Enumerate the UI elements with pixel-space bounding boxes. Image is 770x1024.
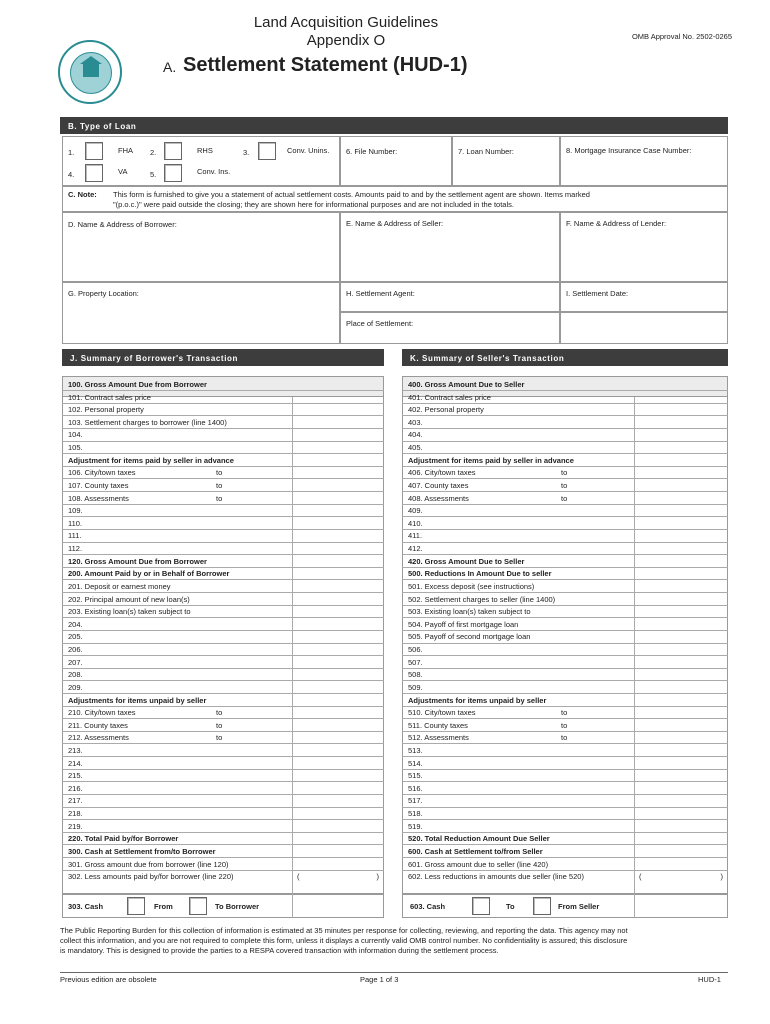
borrower-row-label: 207. bbox=[68, 657, 83, 667]
doc-line-2: Appendix O bbox=[306, 32, 386, 49]
property-label: G. Property Location: bbox=[68, 289, 139, 298]
borrower-row-line bbox=[62, 693, 384, 694]
seller-row-label: 406. City/town taxes bbox=[408, 468, 476, 478]
note-text-1: This form is furnished to give you a statement of actual settlement costs. Amounts paid to and by the settlement agent are shown. Items marked bbox=[113, 190, 590, 199]
seller-amount-field[interactable] bbox=[635, 391, 727, 403]
borrower-row-line bbox=[62, 832, 384, 833]
seller-amount-field[interactable] bbox=[635, 820, 727, 832]
borrower-to-label: to bbox=[216, 720, 223, 730]
borrower-row-label: 100. Gross Amount Due from Borrower bbox=[68, 380, 207, 389]
place-label: Place of Settlement: bbox=[346, 319, 414, 328]
seller-row-label: 515. bbox=[408, 771, 423, 781]
borrower-row-line bbox=[62, 554, 384, 555]
borrower-amount-field[interactable] bbox=[293, 416, 383, 428]
borrower-row-label: 211. County taxes bbox=[68, 720, 128, 730]
borrower-amount-field[interactable] bbox=[293, 719, 383, 731]
seller-row-label: 512. Assessments bbox=[408, 733, 469, 743]
footer-form-id: HUD-1 bbox=[698, 975, 721, 984]
seller-row-label: Adjustments for items unpaid by seller bbox=[408, 695, 547, 705]
footer-rule bbox=[60, 972, 728, 973]
close-paren: ) bbox=[376, 872, 379, 882]
borrower-row-label: 110. bbox=[68, 518, 83, 528]
checkbox-cash-from-seller[interactable] bbox=[533, 897, 551, 915]
borrower-to-label: to bbox=[216, 493, 223, 503]
seller-amount-field[interactable] bbox=[635, 529, 727, 541]
seller-amount-field[interactable] bbox=[635, 441, 727, 453]
note-text-2: "(p.o.c.)" were paid outside the closing; they are shown here for informational purposes and are not included in the totals. bbox=[113, 200, 514, 209]
seller-amount-field[interactable] bbox=[635, 706, 727, 718]
seller-amount-field[interactable] bbox=[635, 643, 727, 655]
seller-row-label: 404. bbox=[408, 430, 423, 440]
borrower-row-label: 214. bbox=[68, 758, 83, 768]
title-prefix: A. bbox=[163, 59, 177, 75]
seller-row-label: 507. bbox=[408, 657, 423, 667]
opt-2-label: RHS bbox=[197, 146, 213, 155]
mortgage-case-label: 8. Mortgage Insurance Case Number: bbox=[566, 146, 692, 155]
seller-row-line bbox=[402, 844, 728, 845]
open-paren: ( bbox=[297, 872, 300, 882]
opt-1-num: 1. bbox=[68, 148, 75, 157]
borrower-amount-field[interactable] bbox=[293, 681, 383, 693]
seller-amount-field[interactable] bbox=[635, 782, 727, 794]
borrower-amount-field[interactable] bbox=[293, 466, 383, 478]
close-paren: ) bbox=[720, 872, 723, 882]
seal-house-icon bbox=[70, 52, 112, 94]
borrower-row-label: 104. bbox=[68, 430, 83, 440]
burden-line-1: The Public Reporting Burden for this collection of information is estimated at 35 minutes per response for collecting, reviewing, and reporting the data. This agency may not bbox=[60, 926, 628, 935]
borrower-row-label: 217. bbox=[68, 796, 83, 806]
borrower-amount-field[interactable] bbox=[293, 517, 383, 529]
borrower-amount-field[interactable] bbox=[293, 504, 383, 516]
burden-line-2: collect this information, and you are not required to complete this form, unless it displays a currently valid OMB control number. No confidentiality is assured; this disclosure bbox=[60, 936, 628, 945]
borrower-row-label: 108. Assessments bbox=[68, 493, 129, 503]
seller-from-label: From Seller bbox=[558, 902, 600, 911]
borrower-row-line bbox=[62, 567, 384, 568]
borrower-row-label: 203. Existing loan(s) taken subject to bbox=[68, 607, 191, 617]
borrower-row-line bbox=[62, 453, 384, 454]
seller-amount-field[interactable] bbox=[635, 593, 727, 605]
footer-page-number: Page 1 of 3 bbox=[360, 975, 399, 984]
borrower-amount-field[interactable] bbox=[293, 643, 383, 655]
borrower-amount-field[interactable] bbox=[293, 492, 383, 504]
borrower-row-label: 103. Settlement charges to borrower (line 1400) bbox=[68, 417, 227, 427]
borrower-to-label: to bbox=[216, 708, 223, 718]
seller-amount-field[interactable] bbox=[635, 719, 727, 731]
borrower-amount-field[interactable] bbox=[293, 479, 383, 491]
borrower-to-label: To Borrower bbox=[215, 902, 260, 911]
seller-row-label: 420. Gross Amount Due to Seller bbox=[408, 556, 525, 566]
checkbox-cash-to-borrower[interactable] bbox=[189, 897, 207, 915]
footer-left: Previous edition are obsolete bbox=[60, 975, 157, 984]
place-extra-field bbox=[560, 312, 728, 344]
borrower-row-label: 219. bbox=[68, 821, 83, 831]
seller-row-label: 503. Existing loan(s) taken subject to bbox=[408, 607, 531, 617]
borrower-amount-field[interactable] bbox=[293, 618, 383, 630]
borrower-row-label: 112. bbox=[68, 544, 83, 554]
borrower-amount-field[interactable] bbox=[293, 441, 383, 453]
hud-seal-logo bbox=[58, 40, 122, 104]
borrower-amount-field[interactable] bbox=[293, 403, 383, 415]
borrower-to-label: to bbox=[216, 468, 223, 478]
seller-amount-field[interactable] bbox=[635, 858, 727, 870]
seller-amount-field[interactable] bbox=[635, 605, 727, 617]
opt-4-num: 4. bbox=[68, 170, 75, 179]
seller-row-label: 601. Gross amount due to seller (line 420) bbox=[408, 859, 549, 869]
seller-row-label: 517. bbox=[408, 796, 423, 806]
borrower-amount-field[interactable] bbox=[293, 580, 383, 592]
seller-row-label: 600. Cash at Settlement to/from Seller bbox=[408, 846, 543, 856]
seller-row-label: 506. bbox=[408, 645, 423, 655]
borrower-amount-field[interactable] bbox=[293, 794, 383, 806]
seller-row-label: 501. Excess deposit (see instructions) bbox=[408, 581, 535, 591]
borrower-amount-field[interactable] bbox=[293, 668, 383, 680]
seller-row-label: 500. Reductions In Amount Due to seller bbox=[408, 569, 552, 579]
seller-row-line bbox=[402, 554, 728, 555]
borrower-row-label: Adjustments for items unpaid by seller bbox=[68, 695, 207, 705]
checkbox-rhs[interactable] bbox=[164, 142, 182, 160]
borrower-amount-field[interactable] bbox=[293, 605, 383, 617]
borrower-row-label: 106. City/town taxes bbox=[68, 468, 136, 478]
seller-amount-field[interactable] bbox=[635, 517, 727, 529]
seller-amount-field[interactable] bbox=[635, 416, 727, 428]
borrower-amount-field[interactable] bbox=[293, 807, 383, 819]
checkbox-va[interactable] bbox=[85, 164, 103, 182]
opt-4-label: VA bbox=[118, 167, 128, 176]
seller-row-label: 520. Total Reduction Amount Due Seller bbox=[408, 834, 550, 844]
seller-amount-field[interactable] bbox=[635, 794, 727, 806]
borrower-amount-field[interactable] bbox=[293, 630, 383, 642]
opt-2-num: 2. bbox=[150, 148, 157, 157]
borrower-row-label: 208. bbox=[68, 670, 83, 680]
borrower-row-label: 209. bbox=[68, 682, 83, 692]
checkbox-cash-to[interactable] bbox=[472, 897, 490, 915]
seller-row-label: 402. Personal property bbox=[408, 405, 484, 415]
seller-to-label: to bbox=[561, 720, 568, 730]
seller-row-label: 403. bbox=[408, 417, 423, 427]
seller-row-label: 504. Payoff of first mortgage loan bbox=[408, 619, 519, 629]
borrower-row-label: 206. bbox=[68, 645, 83, 655]
seller-row-label: 509. bbox=[408, 682, 423, 692]
seller-amount-field[interactable] bbox=[635, 656, 727, 668]
seller-row-label: 411. bbox=[408, 531, 423, 541]
seller-amount-field[interactable] bbox=[635, 744, 727, 756]
seller-to-label: to bbox=[561, 480, 568, 490]
seller-row-label: 502. Settlement charges to seller (line 1400) bbox=[408, 594, 556, 604]
opt-5-num: 5. bbox=[150, 170, 157, 179]
borrower-from-label: From bbox=[154, 902, 173, 911]
borrower-row-label: 120. Gross Amount Due from Borrower bbox=[68, 556, 207, 566]
seller-amount-field[interactable] bbox=[635, 492, 727, 504]
note-label: C. Note: bbox=[68, 190, 97, 199]
borrower-row-label: 215. bbox=[68, 771, 83, 781]
seller-row-label: 514. bbox=[408, 758, 423, 768]
borrower-amount-field[interactable] bbox=[293, 858, 383, 870]
seller-amount-field[interactable] bbox=[635, 630, 727, 642]
borrower-amount-field[interactable] bbox=[293, 782, 383, 794]
seller-row-label: 602. Less reductions in amounts due seller (line 520) bbox=[408, 872, 584, 882]
opt-3-label: Conv. Unins. bbox=[287, 146, 330, 155]
seller-amount-field[interactable] bbox=[635, 403, 727, 415]
seller-to-label: to bbox=[561, 733, 568, 743]
checkbox-cash-from[interactable] bbox=[127, 897, 145, 915]
page-title: Settlement Statement (HUD-1) bbox=[183, 54, 468, 76]
section-b-header: B. Type of Loan bbox=[60, 117, 728, 134]
seller-amount-field[interactable] bbox=[635, 466, 727, 478]
seller-to-label: to bbox=[561, 708, 568, 718]
borrower-row-label: 302. Less amounts paid by/for borrower (line 220) bbox=[68, 872, 234, 882]
opt-5-label: Conv. Ins. bbox=[197, 167, 231, 176]
seller-row-label: 513. bbox=[408, 745, 423, 755]
borrower-row-label: 200. Amount Paid by or in Behalf of Borrower bbox=[68, 569, 230, 579]
seller-row-line bbox=[402, 453, 728, 454]
borrower-row-label: 220. Total Paid by/for Borrower bbox=[68, 834, 179, 844]
borrower-amount-field[interactable] bbox=[293, 542, 383, 554]
borrower-row-label: 105. bbox=[68, 443, 83, 453]
borrower-amount-field[interactable] bbox=[293, 706, 383, 718]
borrower-row-label: 109. bbox=[68, 506, 83, 516]
open-paren: ( bbox=[639, 872, 642, 882]
borrower-row-label: 107. County taxes bbox=[68, 480, 129, 490]
seller-cash-divider bbox=[634, 894, 635, 918]
seller-amount-field[interactable] bbox=[635, 668, 727, 680]
borrower-row-label: 205. bbox=[68, 632, 83, 642]
file-number-field[interactable] bbox=[340, 136, 452, 186]
borrower-amount-field[interactable] bbox=[293, 731, 383, 743]
checkbox-conv-ins[interactable] bbox=[164, 164, 182, 182]
borrower-amount-field[interactable] bbox=[293, 820, 383, 832]
borrower-row-label: 213. bbox=[68, 745, 83, 755]
seller-to-label: to bbox=[561, 493, 568, 503]
borrower-row-label: 300. Cash at Settlement from/to Borrower bbox=[68, 846, 216, 856]
seller-amount-field[interactable] bbox=[635, 580, 727, 592]
borrower-row-label: 204. bbox=[68, 619, 83, 629]
seller-row-label: 511. County taxes bbox=[408, 720, 468, 730]
date-label: I. Settlement Date: bbox=[566, 289, 629, 298]
borrower-cash-divider bbox=[292, 894, 293, 918]
borrower-cash-label: 303. Cash bbox=[68, 902, 104, 911]
seller-row-line bbox=[402, 693, 728, 694]
loan-number-label: 7. Loan Number: bbox=[458, 147, 514, 156]
seller-label: E. Name & Address of Seller: bbox=[346, 219, 444, 228]
borrower-row-label: 201. Deposit or earnest money bbox=[68, 581, 171, 591]
seller-row-label: 510. City/town taxes bbox=[408, 708, 476, 718]
lender-label: F. Name & Address of Lender: bbox=[566, 219, 667, 228]
seller-row-label: 412. bbox=[408, 544, 423, 554]
borrower-row-label: 218. bbox=[68, 809, 83, 819]
seller-row-label: 408. Assessments bbox=[408, 493, 469, 503]
borrower-row-label: 101. Contract sales price bbox=[68, 392, 151, 402]
file-number-label: 6. File Number: bbox=[346, 147, 398, 156]
seller-amount-field[interactable] bbox=[635, 731, 727, 743]
seller-row-label: 508. bbox=[408, 670, 423, 680]
borrower-row-label: 210. City/town taxes bbox=[68, 708, 136, 718]
seller-row-label: 400. Gross Amount Due to Seller bbox=[408, 380, 525, 389]
borrower-to-label: to bbox=[216, 733, 223, 743]
doc-line-1: Land Acquisition Guidelines bbox=[253, 14, 439, 31]
borrower-amount-field[interactable] bbox=[293, 656, 383, 668]
seller-amount-field[interactable] bbox=[635, 618, 727, 630]
checkbox-fha[interactable] bbox=[85, 142, 103, 160]
seller-amount-field[interactable] bbox=[635, 769, 727, 781]
seller-amount-field[interactable] bbox=[635, 542, 727, 554]
seller-row-label: 516. bbox=[408, 783, 423, 793]
seller-row-label: 409. bbox=[408, 506, 423, 516]
section-j-header: J. Summary of Borrower's Transaction bbox=[62, 349, 384, 366]
seller-amount-field[interactable] bbox=[635, 807, 727, 819]
seller-row-label: 401. Contract sales price bbox=[408, 392, 491, 402]
section-k-header: K. Summary of Seller's Transaction bbox=[402, 349, 728, 366]
seller-amount-field[interactable] bbox=[635, 757, 727, 769]
seller-amount-field[interactable] bbox=[635, 428, 727, 440]
omb-number: OMB Approval No. 2502-0265 bbox=[631, 32, 732, 41]
place-field[interactable] bbox=[340, 312, 560, 344]
seller-to-label: To bbox=[506, 902, 515, 911]
borrower-row-label: 111. bbox=[68, 531, 82, 541]
seller-row-label: 407. County taxes bbox=[408, 480, 469, 490]
borrower-amount-field[interactable] bbox=[293, 428, 383, 440]
mortgage-case-field[interactable] bbox=[560, 136, 728, 186]
borrower-amount-field[interactable] bbox=[293, 529, 383, 541]
loan-number-field[interactable] bbox=[452, 136, 560, 186]
borrower-row-line bbox=[62, 844, 384, 845]
checkbox-conv-unins[interactable] bbox=[258, 142, 276, 160]
borrower-amount-field[interactable] bbox=[293, 593, 383, 605]
opt-1-label: FHA bbox=[118, 146, 133, 155]
borrower-row-label: 202. Principal amount of new loan(s) bbox=[68, 594, 190, 604]
borrower-row-label: 301. Gross amount due from borrower (line 120) bbox=[68, 859, 229, 869]
borrower-row-label: 102. Personal property bbox=[68, 405, 144, 415]
burden-line-3: is mandatory. This is designed to provide the parties to a RESPA covered transaction with information during the settlement process. bbox=[60, 946, 499, 955]
seller-row-label: 405. bbox=[408, 443, 423, 453]
seller-amount-field[interactable] bbox=[635, 504, 727, 516]
agent-label: H. Settlement Agent: bbox=[346, 289, 415, 298]
loan-type-box bbox=[62, 136, 340, 186]
seller-amount-field[interactable] bbox=[635, 479, 727, 491]
seller-to-label: to bbox=[561, 468, 568, 478]
seller-row-label: 518. bbox=[408, 809, 423, 819]
seller-amount-field[interactable] bbox=[635, 870, 727, 882]
borrower-row-label: Adjustment for items paid by seller in advance bbox=[68, 455, 234, 465]
borrower-amount-field[interactable] bbox=[293, 757, 383, 769]
borrower-amount-field[interactable] bbox=[293, 870, 383, 882]
seller-amount-field[interactable] bbox=[635, 681, 727, 693]
borrower-row-label: 216. bbox=[68, 783, 83, 793]
seller-row-label: Adjustment for items paid by seller in advance bbox=[408, 455, 574, 465]
borrower-amount-field[interactable] bbox=[293, 769, 383, 781]
seller-row-line bbox=[402, 832, 728, 833]
borrower-amount-field[interactable] bbox=[293, 744, 383, 756]
borrower-amount-field[interactable] bbox=[293, 391, 383, 403]
seller-row-label: 410. bbox=[408, 518, 423, 528]
opt-3-num: 3. bbox=[243, 148, 250, 157]
borrower-label: D. Name & Address of Borrower: bbox=[68, 220, 177, 229]
seller-row-label: 519. bbox=[408, 821, 423, 831]
seller-row-line bbox=[402, 567, 728, 568]
seller-cash-label: 603. Cash bbox=[410, 902, 446, 911]
seller-row-label: 505. Payoff of second mortgage loan bbox=[408, 632, 531, 642]
borrower-row-label: 212. Assessments bbox=[68, 733, 129, 743]
borrower-to-label: to bbox=[216, 480, 223, 490]
